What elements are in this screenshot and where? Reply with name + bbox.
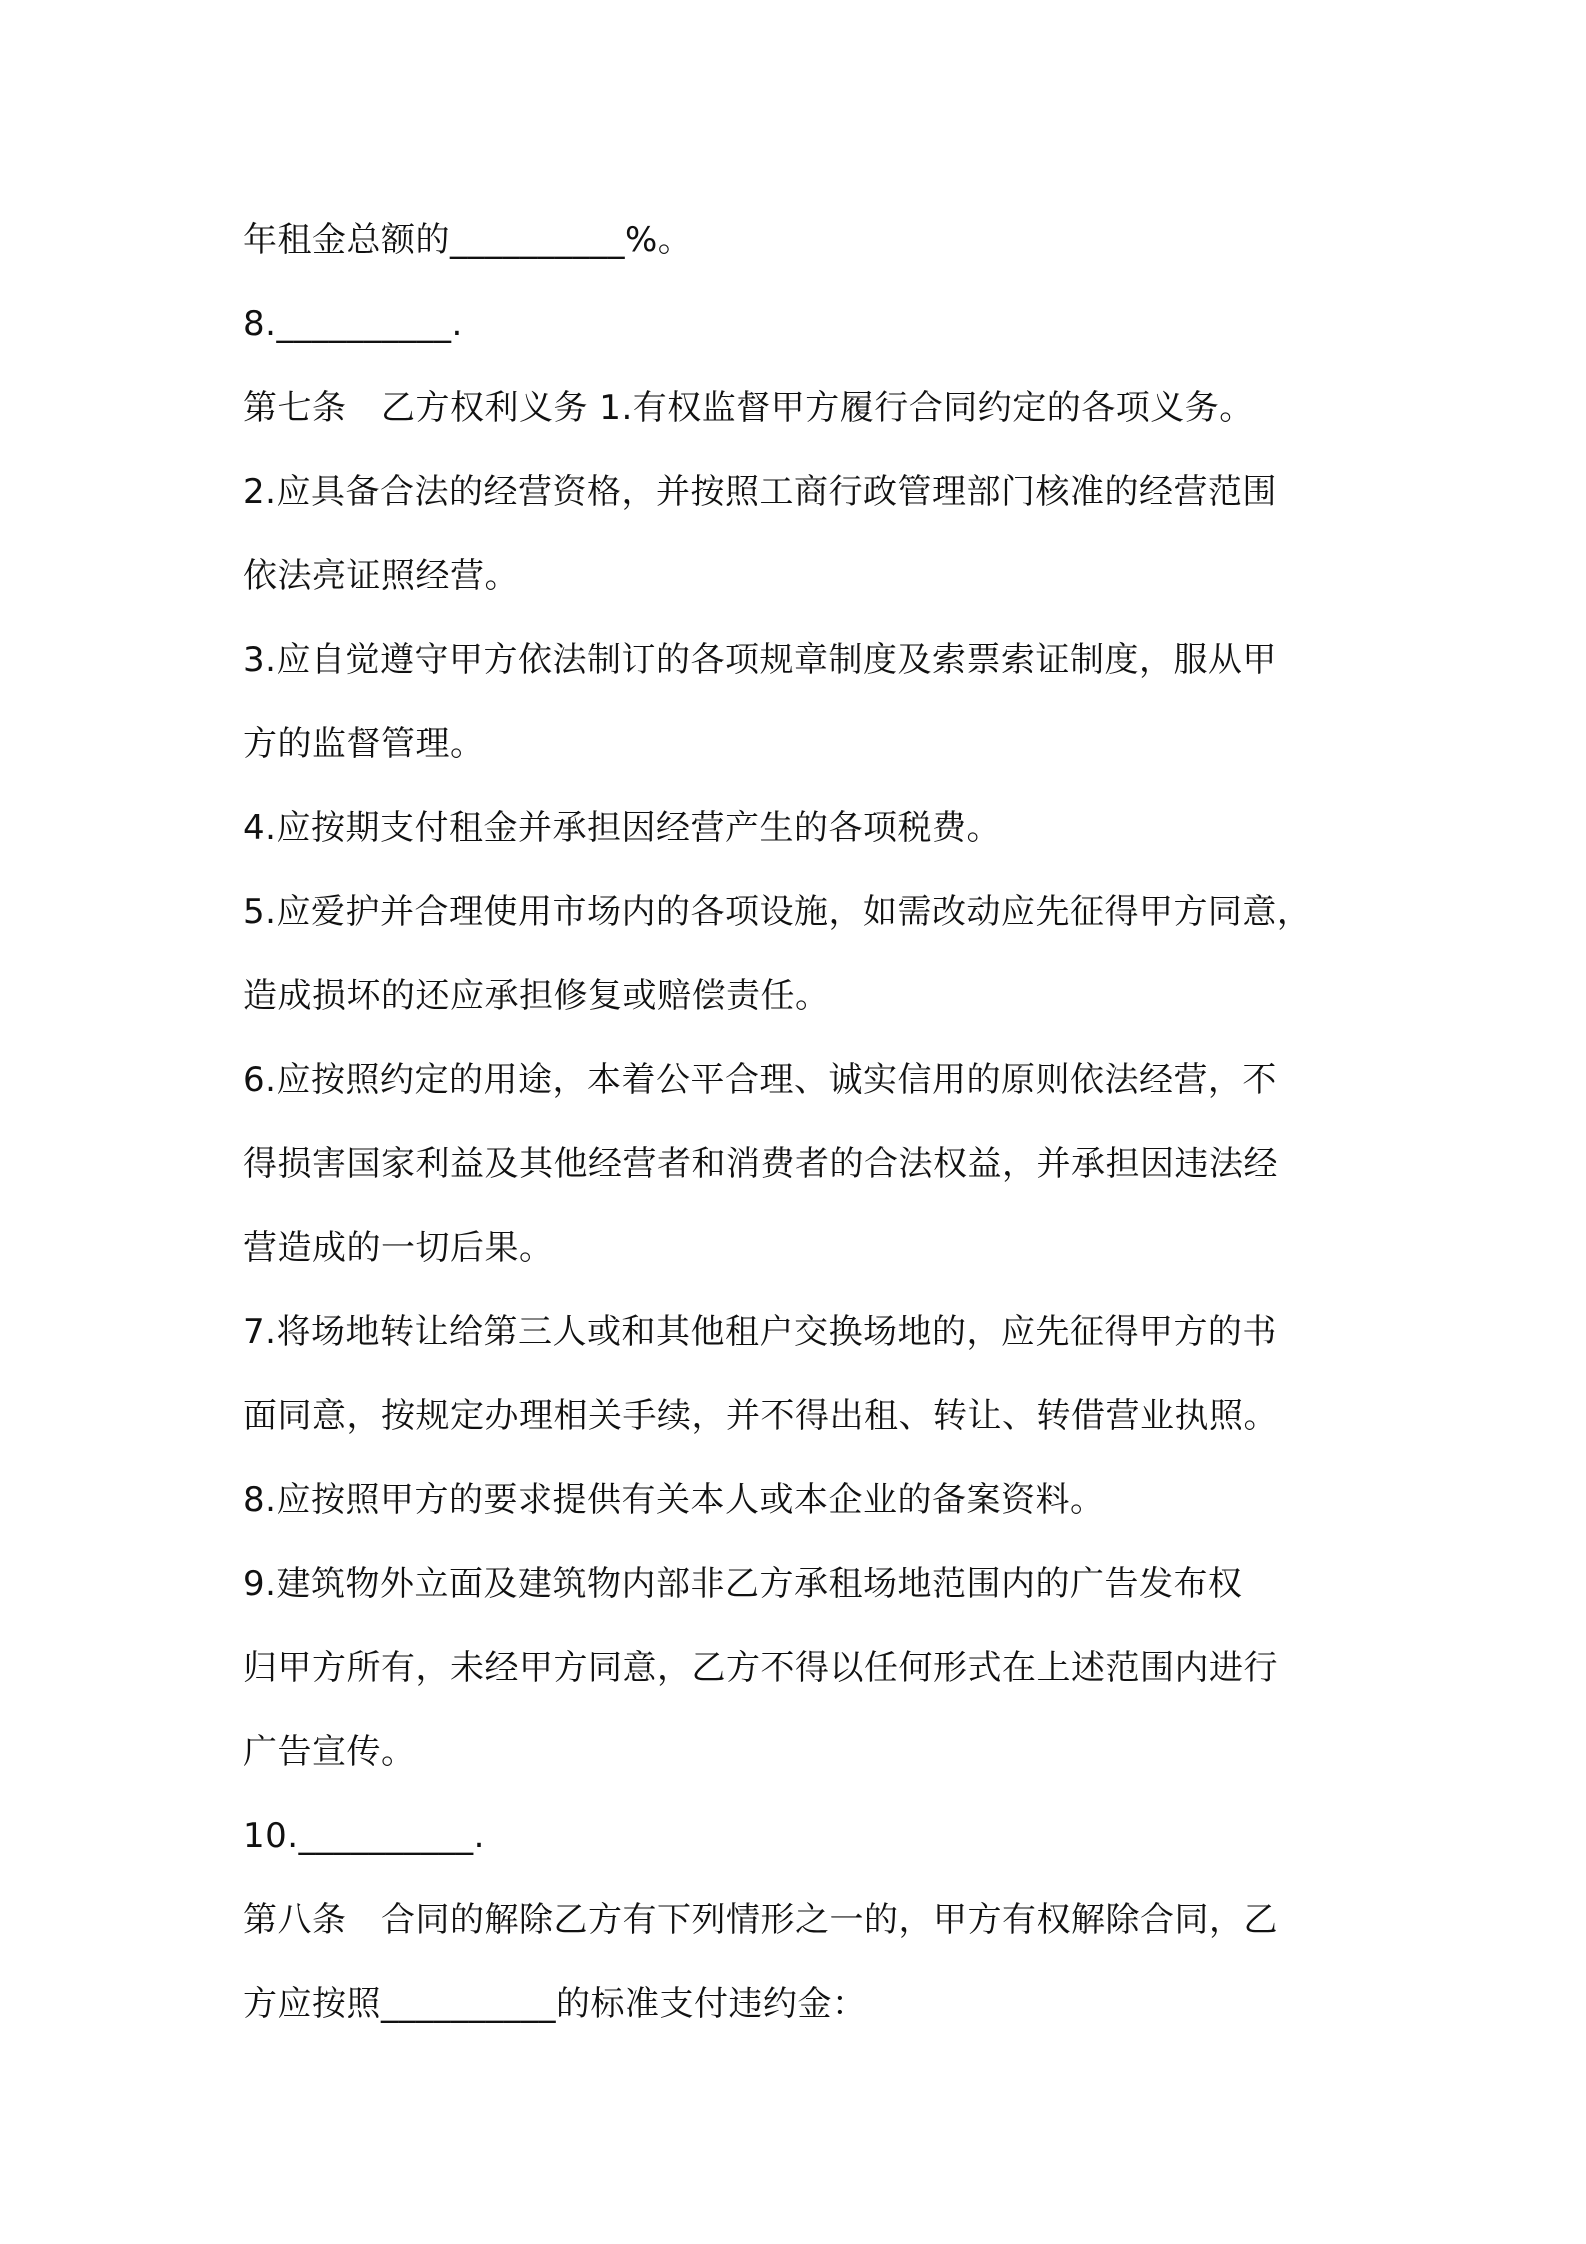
text-line: 8.__________. (243, 304, 463, 344)
text-line: 方的监督管理。 (243, 724, 485, 764)
text-line: 2.应具备合法的经营资格，并按照工商行政管理部门核准的经营范围 (243, 472, 1277, 512)
document-body (243, 198, 1373, 2046)
text-line: 3.应自觉遵守甲方依法制订的各项规章制度及索票索证制度，服从甲 (243, 640, 1277, 680)
text-line: 年租金总额的__________%。 (243, 220, 693, 260)
article-heading-7: 第七条 乙方权利义务 1.有权监督甲方履行合同约定的各项义务。 (243, 388, 1254, 428)
article-heading-8: 第八条 合同的解除乙方有下列情形之一的，甲方有权解除合同，乙 (243, 1900, 1278, 1940)
text-line: 7.将场地转让给第三人或和其他租户交换场地的，应先征得甲方的书 (243, 1312, 1277, 1352)
text-line: 6.应按照约定的用途，本着公平合理、诚实信用的原则依法经营，不 (243, 1060, 1277, 1100)
text-line: 营造成的一切后果。 (243, 1228, 554, 1268)
text-line: 造成损坏的还应承担修复或赔偿责任。 (243, 976, 830, 1016)
text-line: 9.建筑物外立面及建筑物内部非乙方承租场地范围内的广告发布权 (243, 1564, 1243, 1604)
text-line: 得损害国家利益及其他经营者和消费者的合法权益，并承担因违法经 (243, 1144, 1278, 1184)
text-line: 归甲方所有，未经甲方同意，乙方不得以任何形式在上述范围内进行 (243, 1648, 1278, 1688)
text-line: 4.应按期支付租金并承担因经营产生的各项税费。 (243, 808, 1001, 848)
text-line: 依法亮证照经营。 (243, 556, 519, 596)
text-line: 方应按照__________的标准支付违约金： (243, 1984, 867, 2024)
text-line: 5.应爱护并合理使用市场内的各项设施，如需改动应先征得甲方同意， (243, 892, 1312, 932)
text-line: 广告宣传。 (243, 1732, 416, 1772)
text-line: 8.应按照甲方的要求提供有关本人或本企业的备案资料。 (243, 1480, 1105, 1520)
text-line: 面同意，按规定办理相关手续，并不得出租、转让、转借营业执照。 (243, 1396, 1278, 1436)
text-line: 10.__________. (243, 1816, 485, 1856)
